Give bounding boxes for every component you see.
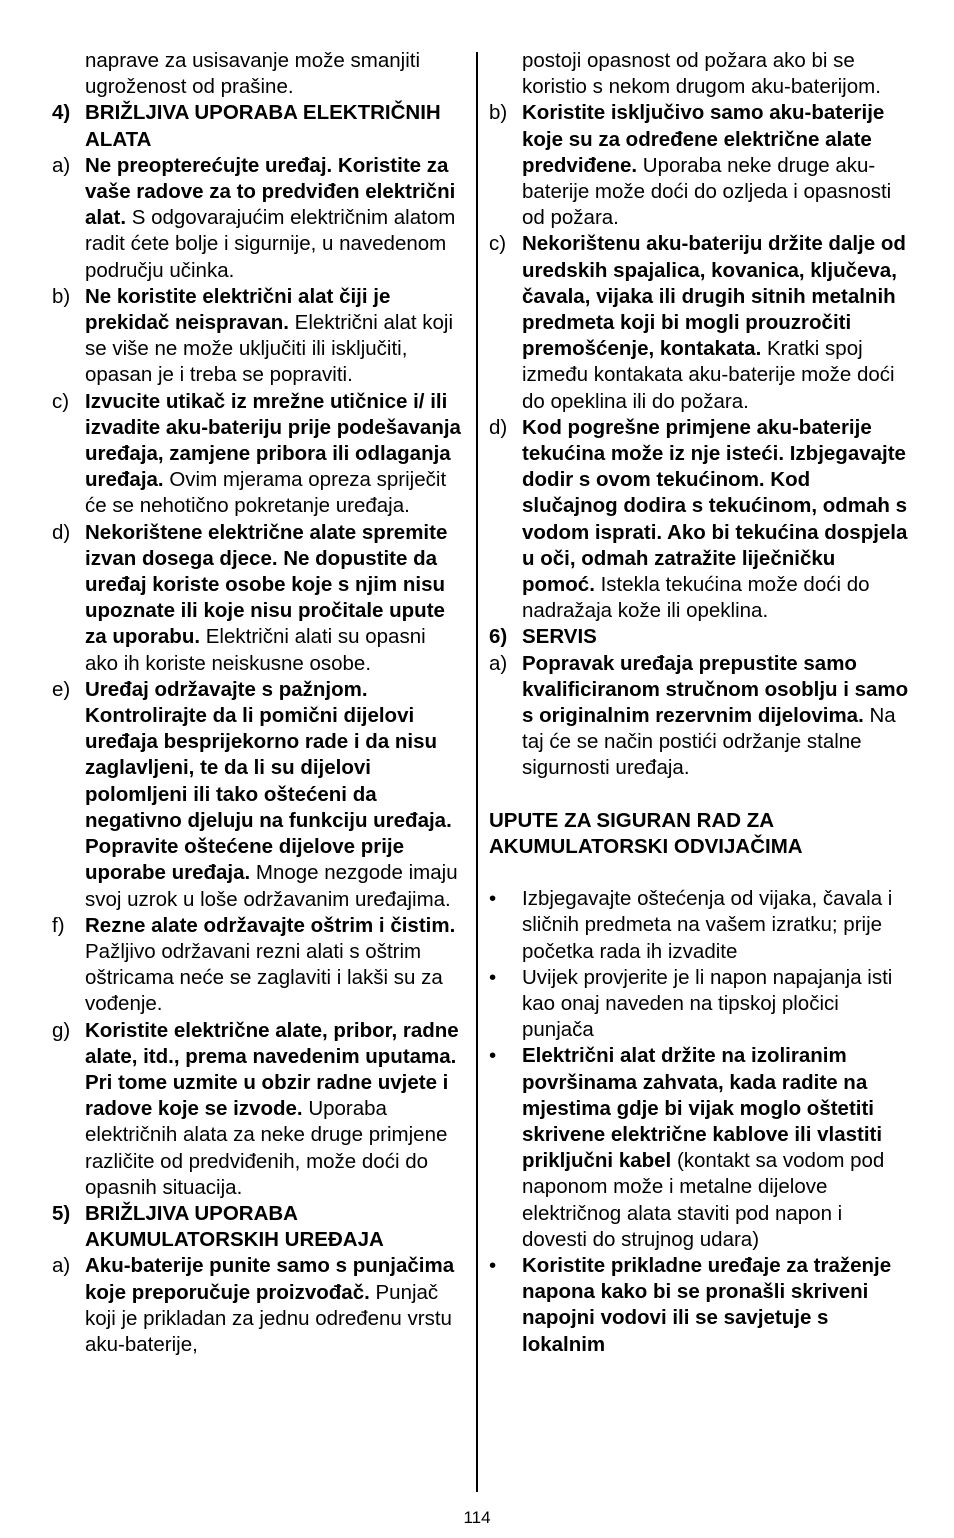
item-marker: •: [489, 1253, 497, 1277]
item-body: [85, 389, 462, 520]
item-body: [522, 965, 909, 1044]
section-6-heading: [489, 624, 909, 650]
item-body: [522, 100, 909, 231]
item-text: Kratki spoj između kontakata aku-baterije može doći do opeklina ili do požara.: [522, 337, 895, 413]
section-5-items: [489, 100, 909, 624]
item-marker: f): [52, 913, 65, 937]
item-marker: •: [489, 1044, 497, 1068]
item-body: [522, 415, 909, 625]
item-body: [85, 677, 462, 913]
item-bold-text: Koristite prikladne uređaje za traženje napona kako bi se pronašli skriveni napojni vodovi ili se savjetuje s lokalnim: [522, 1253, 892, 1356]
item-body: [85, 520, 462, 677]
list-item: [489, 886, 909, 965]
item-text: Električni alati su opasni ako ih koriste neiskusne osobe.: [85, 625, 426, 675]
section-title: SERVIS: [522, 625, 597, 649]
list-item: [52, 677, 462, 913]
item-bold-text: Koristite električne alate, pribor, radne alate, itd., prema navedenim uputama. Pri tome uzmite u obzir radne uvjete i radove koje se izvode.: [85, 1018, 459, 1121]
item-bold-text: Izvucite utikač iz mrežne utičnice i/ ili izvadite aku-bateriju prije podešavanja uređaja, zamjene pribora ili odlaganja uređaja.: [85, 389, 461, 492]
item-marker: d): [489, 415, 508, 439]
section-5-heading: [52, 1201, 462, 1253]
item-text: Uporaba neke druge aku-baterije može doći do ozljeda i opasnosti od požara.: [522, 153, 892, 230]
item-marker: g): [52, 1018, 71, 1042]
list-item: [52, 389, 462, 520]
item-body: [85, 913, 462, 1018]
section-number: 6): [489, 625, 508, 649]
item-text: Uporaba električnih alata za neke druge primjene različite od predviđenih, može doći do opasnih situacija.: [85, 1097, 448, 1199]
item-marker: a): [52, 1254, 71, 1278]
list-item: [489, 231, 909, 414]
item-marker: c): [489, 232, 507, 256]
item-marker: c): [52, 389, 70, 413]
item-bold-text: Nekorištene električne alate spremite izvan dosega djece. Ne dopustite da uređaj koriste osobe koje s njim nisu upoznate ili koje nisu pročitale upute za uporabu.: [85, 520, 448, 649]
right-column: [489, 48, 909, 1358]
item-body: [522, 886, 909, 965]
safety-heading: UPUTE ZA SIGURAN RAD ZA AKUMULATORSKI ODVIJAČIMA: [489, 808, 803, 858]
list-item: [52, 520, 462, 677]
section-number: 4): [52, 101, 71, 125]
item-text: Istekla tekućina može doći do nadražaja kože ili opeklina.: [522, 573, 870, 623]
list-item: [489, 1043, 909, 1253]
item-marker: e): [52, 677, 71, 701]
list-item: [489, 415, 909, 625]
item-marker: d): [52, 520, 71, 544]
item-text: Mnoge nezgode imaju svoj uzrok u loše održavanim uređajima.: [85, 861, 458, 911]
section-number: 5): [52, 1201, 71, 1225]
item-text: Pažljivo održavani rezni alati s oštrim oštricama neće se zaglaviti i lakši su za vođenje.: [85, 939, 443, 1016]
item-marker: •: [489, 887, 497, 911]
list-item: [489, 1253, 909, 1358]
item-bold-text: Koristite isključivo samo aku-baterije koje su za određene električne alate predviđene.: [522, 101, 885, 177]
list-item: [489, 100, 909, 231]
item-marker: b): [52, 284, 71, 308]
item-body: [522, 1043, 909, 1253]
item-text: Ovim mjerama opreza spriječit će se nehotično pokretanje uređaja.: [85, 468, 447, 518]
item-bold-text: Kod pogrešne primjene aku-baterije tekućina može iz nje isteći. Izbjegavajte dodir s ovom tekućinom. Kod slučajnog dodira s tekućinom, odmah s vodom isprati. Ako bi tekućina dospjela u oči, odmah zatražite liječničku pomoć.: [522, 415, 908, 597]
list-item: [52, 153, 462, 284]
list-item: [52, 284, 462, 389]
section-title: BRIŽLJIVA UPORABA AKUMULATORSKIH UREĐAJA: [85, 1201, 384, 1252]
intro-text: naprave za usisavanje može smanjiti ugroženost od prašine.: [85, 49, 420, 99]
item-text: Električni alat koji se više ne može uključiti ili isključiti, opasan je i treba se popraviti.: [85, 311, 454, 387]
item-body: [522, 231, 909, 414]
bullet-list: [489, 886, 909, 1358]
item-bold-text: Aku-baterije punite samo s punjačima koje preporučuje proizvođač.: [85, 1254, 455, 1304]
item-bold-text: Rezne alate održavajte oštrim i čistim.: [85, 913, 456, 937]
left-column: [52, 48, 462, 1358]
item-text: Izbjegavajte oštećenja od vijaka, čavala i sličnih predmeta na vašem izratku; prije početka rada ih izvadite: [522, 887, 893, 963]
list-item: [52, 913, 462, 1018]
list-item: [52, 1253, 462, 1358]
item-marker: a): [489, 651, 508, 675]
spacer: [489, 860, 909, 886]
list-item: [489, 651, 909, 782]
item-bold-text: Uređaj održavajte s pažnjom. Kontrolirajte da li pomični dijelovi uređaja besprijekorno rade i da nisu zaglavljeni, te da li su dijelovi polomljeni ili tako oštećeni da negativno djeluju na funkciju uređaja. Popravite oštećene dijelove prije uporabe uređaja.: [85, 677, 452, 885]
list-item: [52, 1018, 462, 1201]
section-title: BRIŽLJIVA UPORABA ELEKTRIČNIH ALATA: [85, 101, 441, 151]
item-body: [522, 651, 909, 782]
item-text: (kontakt sa vodom pod naponom može i metalne dijelove električnog alata staviti pod napon i dovesti do strujnog udara): [522, 1149, 885, 1251]
item-bold-text: Električni alat držite na izoliranim površinama zahvata, kada radite na mjestima gdje bi vijak moglo oštetiti skrivene električne kablove ili vlastiti priključni kabel: [522, 1044, 883, 1173]
continued-text: postoji opasnost od požara ako bi se koristio s nekom drugom aku-baterijom.: [522, 49, 881, 99]
item-marker: a): [52, 153, 71, 177]
section-4-heading: [52, 100, 462, 152]
page-number: 114: [463, 1508, 491, 1527]
item-body: [85, 153, 462, 284]
item-body: [85, 284, 462, 389]
item-bold-text: Nekorištenu aku-bateriju držite dalje od uredskih spajalica, kovanica, ključeva, čavala, vijaka ili drugih sitnih metalnih predmeta koji bi mogli prouzročiti premošćenje, kontakata.: [522, 232, 906, 361]
item-bold-text: Popravak uređaja prepustite samo kvalificiranom stručnom osoblju i samo s originalnim rezervnim dijelovima.: [522, 651, 909, 728]
column-divider: [476, 52, 478, 1492]
item-marker: b): [489, 101, 508, 125]
item-bold-text: Ne preopterećujte uređaj. Koristite za vaše radove za to predviđen električni alat.: [85, 153, 456, 230]
item-text: Punjač koji je prikladan za jednu određenu vrstu aku-baterije,: [85, 1280, 452, 1356]
item-body: [522, 1253, 909, 1358]
spacer: [489, 782, 909, 808]
item-body: [85, 1253, 462, 1358]
section-4-items: [52, 153, 462, 1201]
item-text: Uvijek provjerite je li napon napajanja isti kao onaj naveden na tipskoj pločici punjača: [522, 965, 893, 1042]
item-text: S odgovarajućim električnim alatom radit ćete bolje i sigurnije, u navedenom području učinka.: [85, 206, 456, 282]
item-bold-text: Ne koristite električni alat čiji je prekidač neispravan.: [85, 284, 391, 335]
item-marker: •: [489, 965, 497, 989]
item-text: Na taj će se način postići održanje stalne sigurnosti uređaja.: [522, 704, 896, 780]
list-item: [489, 965, 909, 1044]
item-body: [85, 1018, 462, 1201]
